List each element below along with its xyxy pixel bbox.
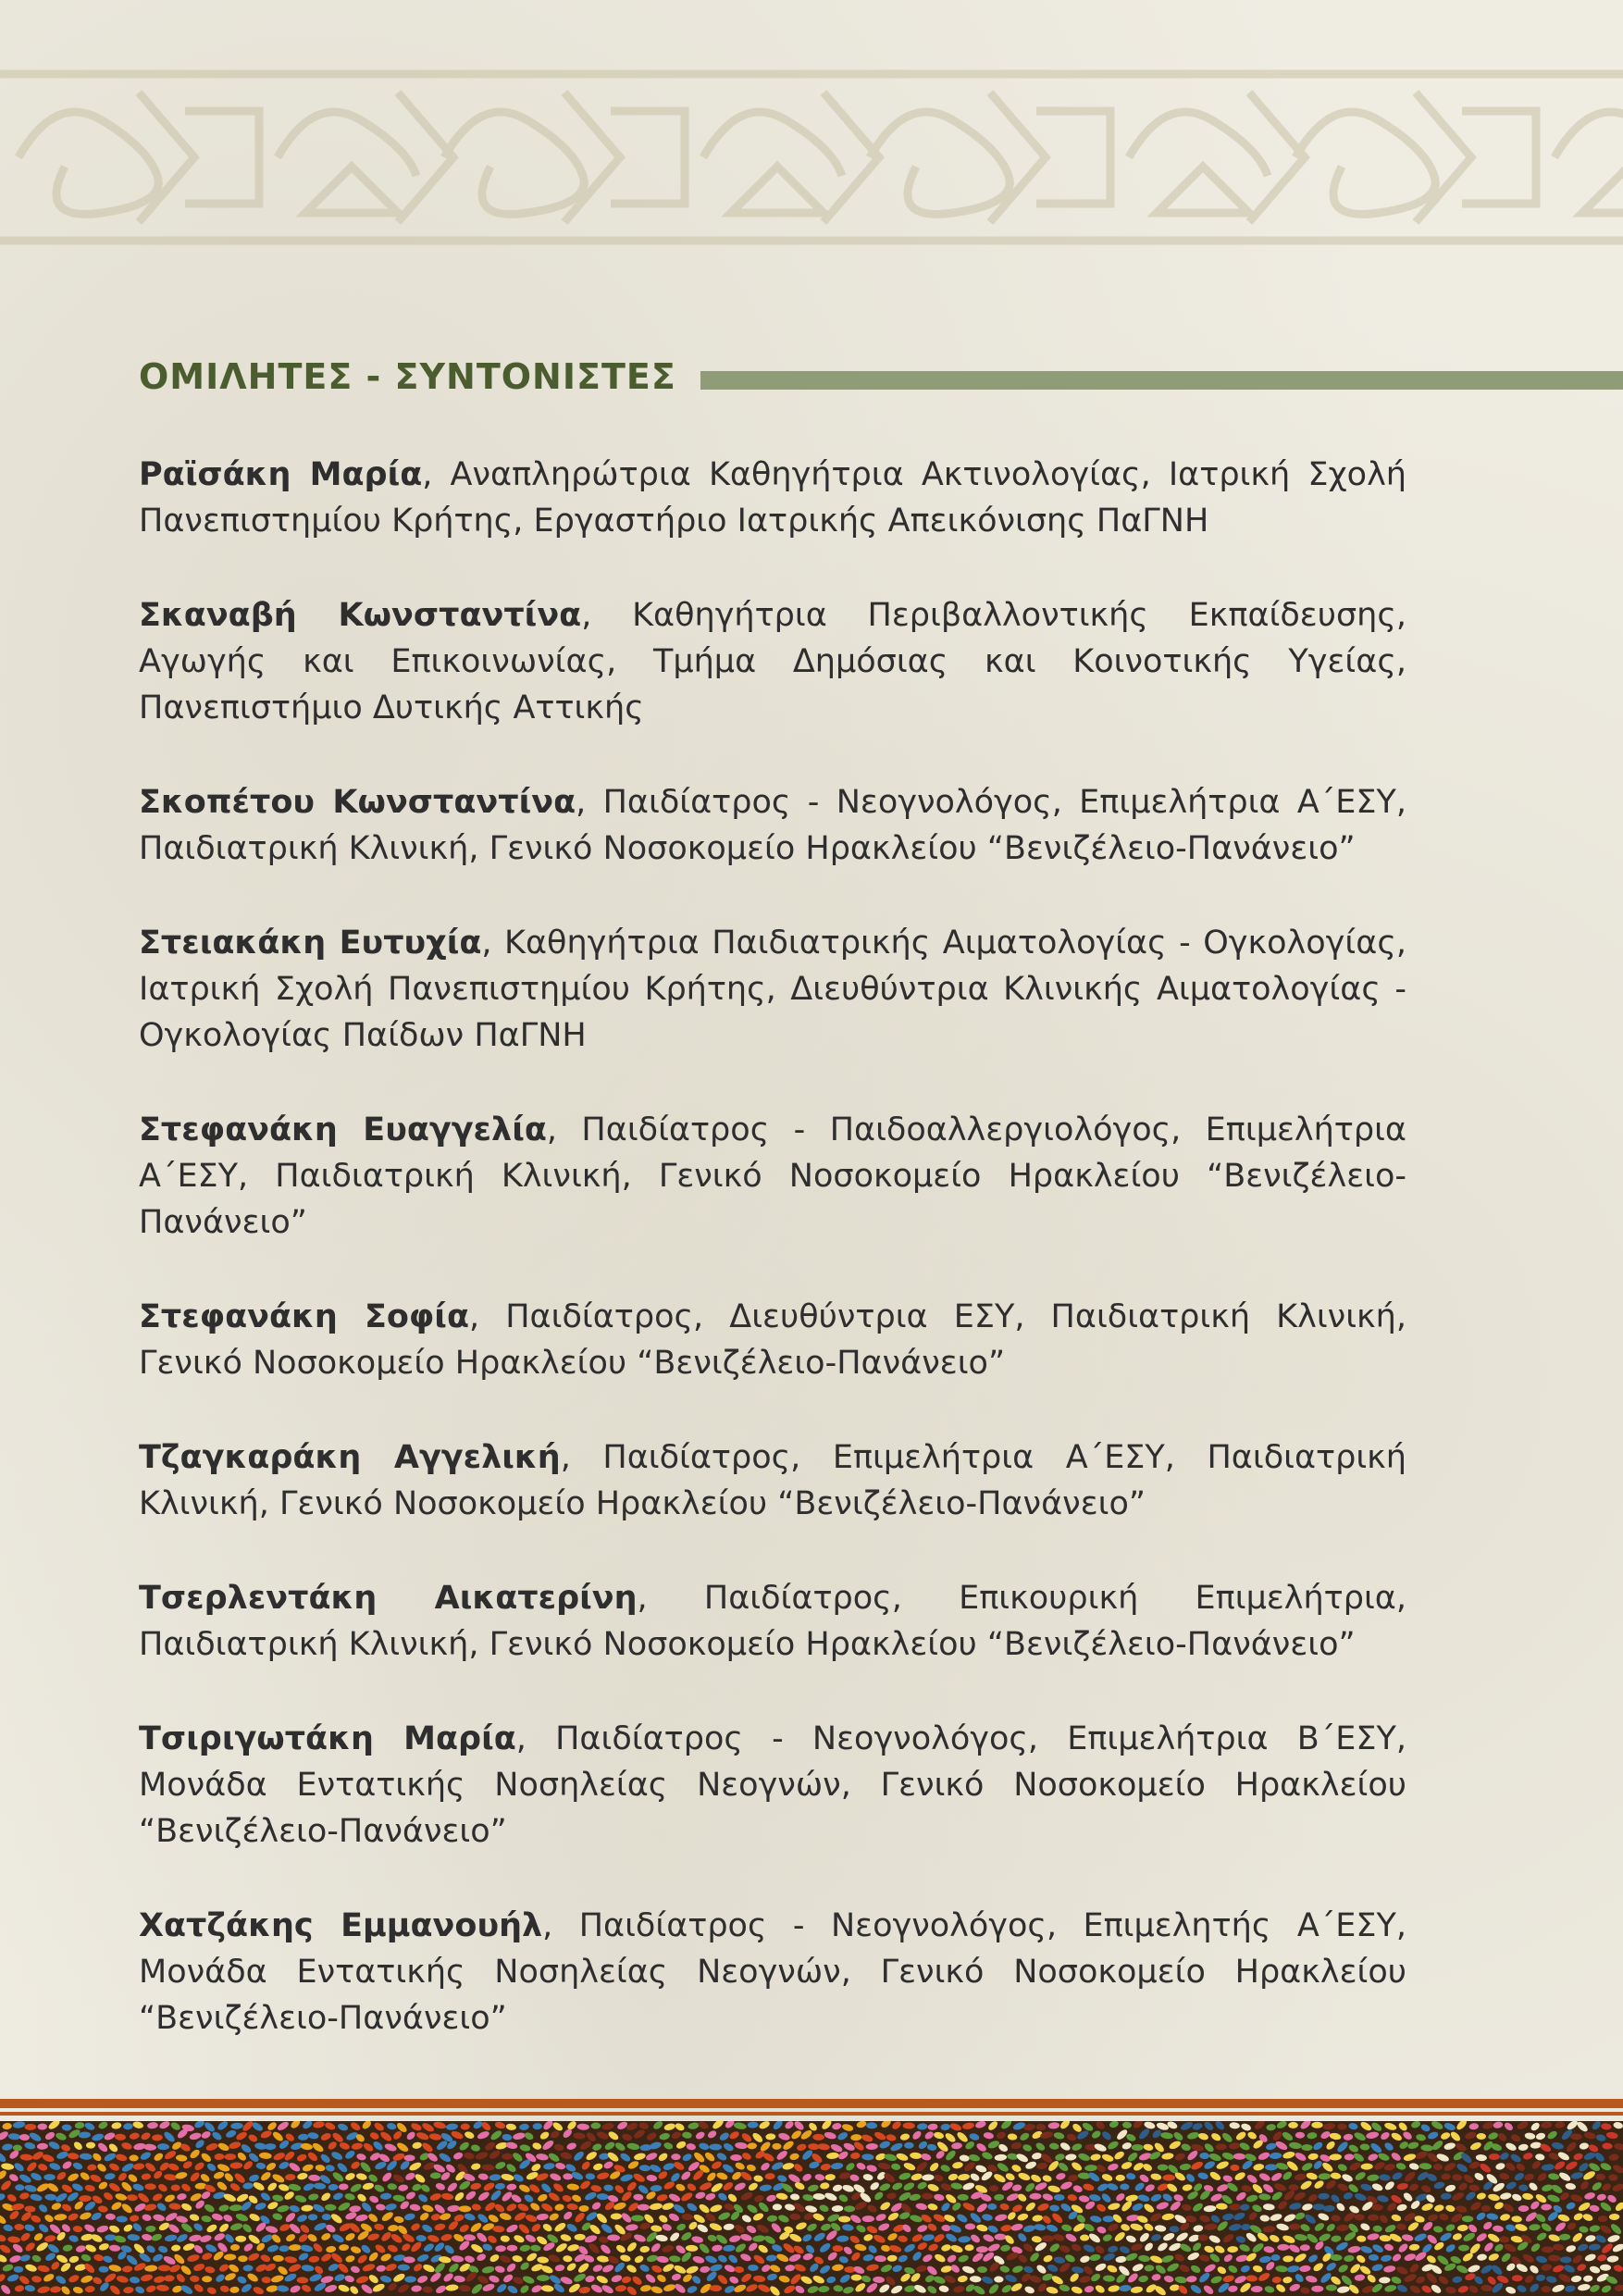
- bottom-rule-thick: [0, 2099, 1623, 2108]
- beadwork-mosaic-image: [0, 2121, 1623, 2296]
- speaker-affiliation: , Παιδίατρος, Επικουρική Επιμελήτρια, Παιδιατρική Κλινική, Γενικό Νοσοκομείο Ηρακλείου “Βενιζέλειο-Πανάνειο”: [139, 1580, 1406, 1663]
- speaker-entry: [139, 779, 1406, 872]
- speaker-name: Σκοπέτου Κωνσταντίνα: [139, 784, 576, 821]
- bottom-rule-thin: [0, 2112, 1623, 2116]
- speaker-entry: [139, 1716, 1406, 1855]
- speaker-name: Τζαγκαράκη Αγγελική: [139, 1439, 561, 1476]
- heading-accent-bar: [700, 371, 1623, 390]
- speaker-entry: [139, 1107, 1406, 1246]
- speaker-name: Ραϊσάκη Μαρία: [139, 456, 423, 493]
- section-header: [139, 356, 1623, 403]
- speaker-name: Χατζάκης Εμμανουήλ: [139, 1907, 543, 1944]
- speaker-affiliation: , Παιδίατρος - Νεογνολόγος, Επιμελητής Α΄ΕΣΥ, Μονάδα Εντατικής Νοσηλείας Νεογνών, Γενικό Νοσοκομείο Ηρακλείου “Βενιζέλειο-Πανάνειο”: [139, 1907, 1406, 2037]
- speaker-affiliation: , Αναπληρώτρια Καθηγήτρια Ακτινολογίας, Ιατρική Σχολή Πανεπιστημίου Κρήτης, Εργαστήριο Ιατρικής Απεικόνισης ΠαΓΝΗ: [139, 456, 1406, 540]
- speaker-entry: [139, 920, 1406, 1059]
- speaker-affiliation: , Καθηγήτρια Περιβαλλοντικής Εκπαίδευσης, Αγωγής και Επικοινωνίας, Τμήμα Δημόσιας και Κοινοτικής Υγείας, Πανεπιστήμιο Δυτικής Αττικής: [139, 597, 1406, 726]
- speaker-name: Σκαναβή Κωνσταντίνα: [139, 597, 582, 634]
- speaker-entry: [139, 592, 1406, 731]
- speaker-affiliation: , Καθηγήτρια Παιδιατρικής Αιματολογίας - Ογκολογίας, Ιατρική Σχολή Πανεπιστημίου Κρήτης, Διευθύντρια Κλινικής Αιματολογίας - Ογκολογίας Παίδων ΠαΓΝΗ: [139, 925, 1406, 1054]
- speaker-entry: [139, 1294, 1406, 1386]
- speaker-affiliation: , Παιδίατρος - Νεογνολόγος, Επιμελήτρια Β΄ΕΣΥ, Μονάδα Εντατικής Νοσηλείας Νεογνών, Γενικό Νοσοκομείο Ηρακλείου “Βενιζέλειο-Πανάνειο”: [139, 1720, 1407, 1850]
- speaker-name: Τσιριγωτάκη Μαρία: [139, 1720, 516, 1757]
- speaker-affiliation: , Παιδίατρος, Διευθύντρια ΕΣΥ, Παιδιατρική Κλινική, Γενικό Νοσοκομείο Ηρακλείου “Βενιζέλειο-Πανάνειο”: [139, 1298, 1406, 1382]
- speaker-affiliation: , Παιδίατρος, Επιμελήτρια Α΄ΕΣΥ, Παιδιατρική Κλινική, Γενικό Νοσοκομείο Ηρακλείου “Βενιζέλειο-Πανάνειο”: [139, 1439, 1406, 1522]
- speaker-entry: [139, 1434, 1406, 1527]
- ornamental-border: [0, 56, 1623, 259]
- section-heading: ΟΜΙΛΗΤΕΣ - ΣΥΝΤΟΝΙΣΤΕΣ: [139, 356, 676, 397]
- speaker-name: Στεφανάκη Σοφία: [139, 1298, 469, 1335]
- speaker-affiliation: , Παιδίατρος - Παιδοαλλεργιολόγος, Επιμελήτρια Α΄ΕΣΥ, Παιδιατρική Κλινική, Γενικό Νοσοκομείο Ηρακλείου “Βενιζέλειο-Πανάνειο”: [139, 1111, 1406, 1241]
- speaker-entry: [139, 452, 1406, 544]
- speaker-affiliation: , Παιδίατρος - Νεογνολόγος, Επιμελήτρια Α΄ΕΣΥ, Παιδιατρική Κλινική, Γενικό Νοσοκομείο Ηρακλείου “Βενιζέλειο-Πανάνειο”: [139, 784, 1406, 867]
- speaker-name: Τσερλεντάκη Αικατερίνη: [139, 1580, 638, 1617]
- bottom-rule: [0, 2099, 1623, 2121]
- speaker-entry: [139, 1575, 1406, 1668]
- speaker-name: Στειακάκη Ευτυχία: [139, 925, 482, 962]
- speaker-entry: [139, 1903, 1406, 2042]
- speaker-list: [139, 452, 1406, 2090]
- speaker-name: Στεφανάκη Ευαγγελία: [139, 1111, 547, 1148]
